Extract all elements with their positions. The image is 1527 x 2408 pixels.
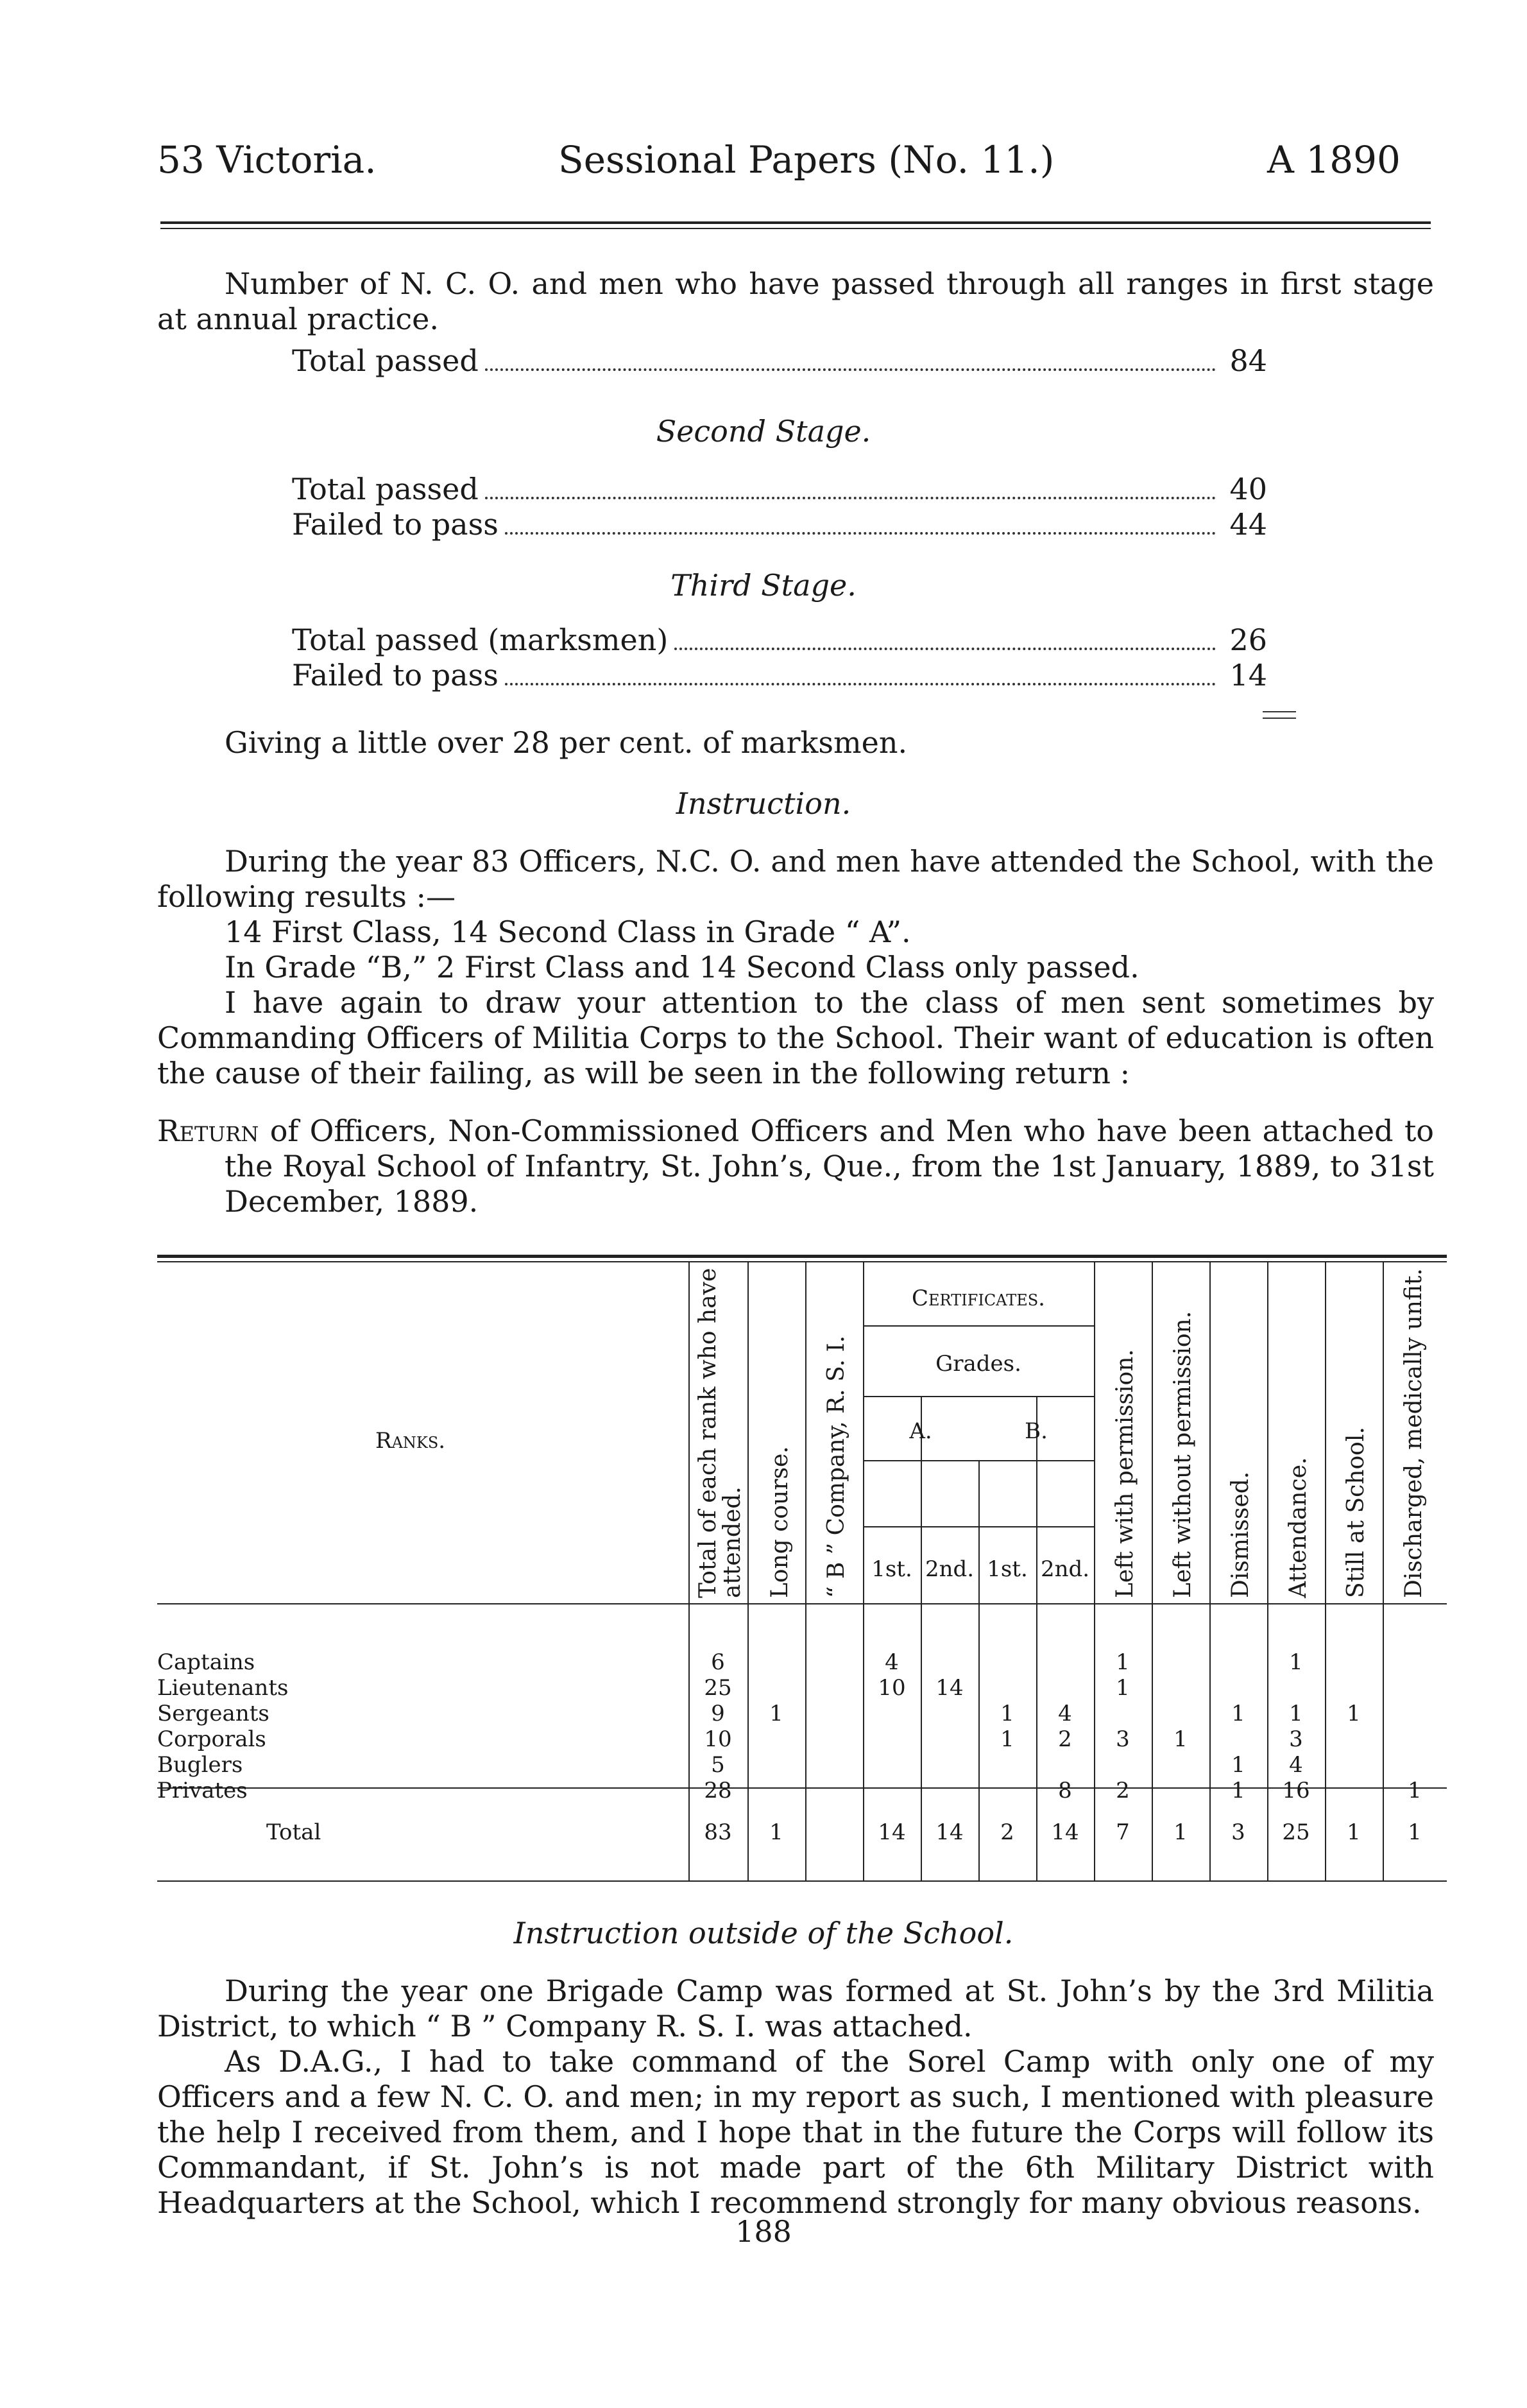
- outside-title: Instruction outside of the School.: [513, 1916, 1014, 1950]
- table-cell: 1: [1231, 1701, 1245, 1726]
- table-bottom-rule: [157, 1880, 1447, 1882]
- table-cell: 10: [878, 1675, 906, 1701]
- col-divider: [921, 1396, 922, 1880]
- col-divider: [1325, 1262, 1326, 1880]
- table-cell: 1: [1408, 1778, 1422, 1803]
- table-header-rule: [157, 1603, 1447, 1604]
- table-cell: 1: [1231, 1778, 1245, 1803]
- table-cell: 25: [704, 1675, 732, 1701]
- table-cell: 14: [935, 1675, 964, 1701]
- col-dismissed-header: Dismissed.: [1227, 1471, 1254, 1598]
- second-stage-row: [292, 472, 1267, 507]
- grade-sub-rule: [863, 1526, 1094, 1527]
- table-cell: 5: [711, 1752, 725, 1778]
- total-cell: 14: [1051, 1819, 1079, 1845]
- table-cell: 1: [1289, 1649, 1303, 1675]
- col-b-company-header: “ B ” Company, R. S. I.: [823, 1335, 849, 1598]
- second-stage-label-1: Total passed: [292, 472, 479, 506]
- second-stage-label-2: Failed to pass: [292, 507, 499, 542]
- total-cell: 83: [704, 1819, 732, 1845]
- total-cell: 1: [1173, 1819, 1188, 1845]
- grades-header: Grades.: [935, 1351, 1021, 1377]
- instruction-paragraph-1: During the year 83 Officers, N.C. O. and men have attended the School, with the following results :—: [157, 844, 1434, 914]
- third-stage-row: [292, 623, 1267, 658]
- certificates-rule: [863, 1325, 1094, 1327]
- instruction-paragraph-4: I have again to draw your attention to the class of men sent sometimes by Commanding Officers of Militia Corps to the School. Their want of education is often the cause of their failing, as will be seen in the following return :: [157, 985, 1434, 1090]
- col-divider: [805, 1262, 806, 1880]
- table-cell: 1: [1000, 1726, 1014, 1752]
- grade-a-header: A.: [909, 1418, 932, 1444]
- col-divider: [1036, 1396, 1037, 1880]
- table-top-rule: [157, 1255, 1447, 1258]
- return-caption-text: of Officers, Non-Commissioned Officers and Men who have been attached to the Royal School of Infantry, St. John’s, Que., from the 1st January, 1889, to 31st December, 1889.: [225, 1114, 1434, 1219]
- col-left-with-header: Left with permission.: [1112, 1349, 1138, 1598]
- total-label: Total: [266, 1819, 321, 1845]
- total-cell: 14: [878, 1819, 906, 1845]
- table-cell: 1: [1000, 1701, 1014, 1726]
- table-cell: 3: [1116, 1726, 1130, 1752]
- first-stage-value: 84: [1229, 343, 1267, 378]
- grade-a-1st: 1st.: [871, 1556, 912, 1582]
- total-cell: 1: [1347, 1819, 1361, 1845]
- table-cell: 8: [1058, 1778, 1072, 1803]
- col-divider: [747, 1262, 749, 1880]
- col-still-header: Still at School.: [1343, 1427, 1369, 1598]
- col-long-header: Long course.: [767, 1446, 793, 1598]
- first-stage-label: Total passed: [292, 343, 479, 378]
- table-cell: 2: [1116, 1778, 1130, 1803]
- header-center: Sessional Papers (No. 11.): [558, 138, 1055, 182]
- rank-label: Privates: [157, 1778, 248, 1803]
- header-rule: [160, 221, 1431, 229]
- leader-dots: [674, 647, 1216, 650]
- grade-b-1st: 1st.: [987, 1556, 1028, 1582]
- col-divider: [978, 1460, 980, 1880]
- sum-rule: [1263, 711, 1296, 719]
- rank-label: Buglers: [157, 1752, 243, 1778]
- table-cell: 1: [1116, 1649, 1130, 1675]
- table-cell: 16: [1282, 1778, 1310, 1803]
- table-cell: 3: [1289, 1726, 1303, 1752]
- table-cell: 1: [769, 1701, 783, 1726]
- third-stage-label-1: Total passed (marksmen): [292, 623, 669, 657]
- col-total-header: Total of each rank who have attended.: [695, 1268, 746, 1598]
- return-table: [157, 1255, 1447, 1884]
- certificates-header: Certificates.: [912, 1286, 1045, 1311]
- table-cell: 1: [1231, 1752, 1245, 1778]
- grade-b-header: B.: [1025, 1418, 1048, 1444]
- leader-dots: [505, 682, 1216, 685]
- second-stage-title: Second Stage.: [656, 414, 871, 449]
- grade-ab-rule: [863, 1460, 1094, 1461]
- col-discharged-header: Discharged, medically unfit.: [1401, 1268, 1427, 1598]
- total-cell: 7: [1116, 1819, 1130, 1845]
- col-attendance-header: Attendance.: [1285, 1457, 1311, 1598]
- return-caption-lead: Return: [157, 1114, 259, 1148]
- second-stage-value-1: 40: [1229, 472, 1267, 506]
- total-cell: 1: [1408, 1819, 1422, 1845]
- page-number: 188: [735, 2214, 792, 2249]
- marksmen-note: Giving a little over 28 per cent. of marksmen.: [225, 725, 908, 760]
- first-stage-total: [292, 343, 1267, 379]
- table-cell: 6: [711, 1649, 725, 1675]
- total-cell: 2: [1000, 1819, 1014, 1845]
- outside-paragraph-1: During the year one Brigade Camp was formed at St. John’s by the 3rd Militia District, to which “ B ” Company R. S. I. was attached.: [157, 1974, 1434, 2043]
- table-cell: 1: [1116, 1675, 1130, 1701]
- table-cell: 4: [1058, 1701, 1072, 1726]
- third-stage-value-1: 26: [1229, 623, 1267, 657]
- total-cell: 14: [935, 1819, 964, 1845]
- leader-dots: [485, 496, 1216, 499]
- table-cell: 1: [1173, 1726, 1188, 1752]
- table-cell: 10: [704, 1726, 732, 1752]
- third-stage-row: [292, 658, 1267, 693]
- leader-dots: [505, 531, 1216, 535]
- second-stage-row: [292, 507, 1267, 542]
- return-caption: [157, 1114, 1434, 1219]
- rank-label: Captains: [157, 1649, 255, 1675]
- intro-paragraph: Number of N. C. O. and men who have passed through all ranges in first stage at annual practice.: [157, 266, 1434, 336]
- instruction-title: Instruction.: [676, 786, 851, 821]
- header-right: A 1890: [1267, 138, 1401, 182]
- col-divider: [1152, 1262, 1153, 1880]
- table-top-rule-thin: [157, 1261, 1447, 1262]
- grade-a-2nd: 2nd.: [925, 1556, 975, 1582]
- total-cell: 25: [1282, 1819, 1310, 1845]
- grades-rule: [863, 1396, 1094, 1397]
- table-cell: 4: [1289, 1752, 1303, 1778]
- table-cell: 1: [1289, 1701, 1303, 1726]
- outside-paragraph-2: As D.A.G., I had to take command of the Sorel Camp with only one of my Officers and a few N. C. O. and men; in my report as such, I mentioned with pleasure the help I received from them, and I hope that in the future the Corps will follow its Commandant, if St. John’s is not made part of the 6th Military District with Headquarters at the School, which I recommend strongly for many obvious reasons.: [157, 2044, 1434, 2220]
- leader-dots: [485, 368, 1216, 371]
- rank-label: Lieutenants: [157, 1675, 289, 1701]
- second-stage-value-2: 44: [1229, 507, 1267, 542]
- instruction-line-2: 14 First Class, 14 Second Class in Grade “ A”.: [225, 915, 911, 949]
- header-left: 53 Victoria.: [157, 138, 377, 182]
- table-cell: 28: [704, 1778, 732, 1803]
- instruction-line-3: In Grade “B,” 2 First Class and 14 Second Class only passed.: [225, 950, 1139, 985]
- rank-label: Corporals: [157, 1726, 266, 1752]
- third-stage-value-2: 14: [1229, 658, 1267, 692]
- table-cell: 9: [711, 1701, 725, 1726]
- table-cell: 4: [885, 1649, 899, 1675]
- third-stage-title: Third Stage.: [670, 568, 857, 603]
- table-cell: 1: [1347, 1701, 1361, 1726]
- rank-label: Sergeants: [157, 1701, 269, 1726]
- total-cell: 3: [1231, 1819, 1245, 1845]
- col-left-without-header: Left without permission.: [1170, 1311, 1196, 1598]
- total-cell: 1: [769, 1819, 783, 1845]
- table-cell: 2: [1058, 1726, 1072, 1752]
- third-stage-label-2: Failed to pass: [292, 658, 499, 692]
- grade-b-2nd: 2nd.: [1040, 1556, 1090, 1582]
- ranks-header: Ranks.: [375, 1428, 446, 1454]
